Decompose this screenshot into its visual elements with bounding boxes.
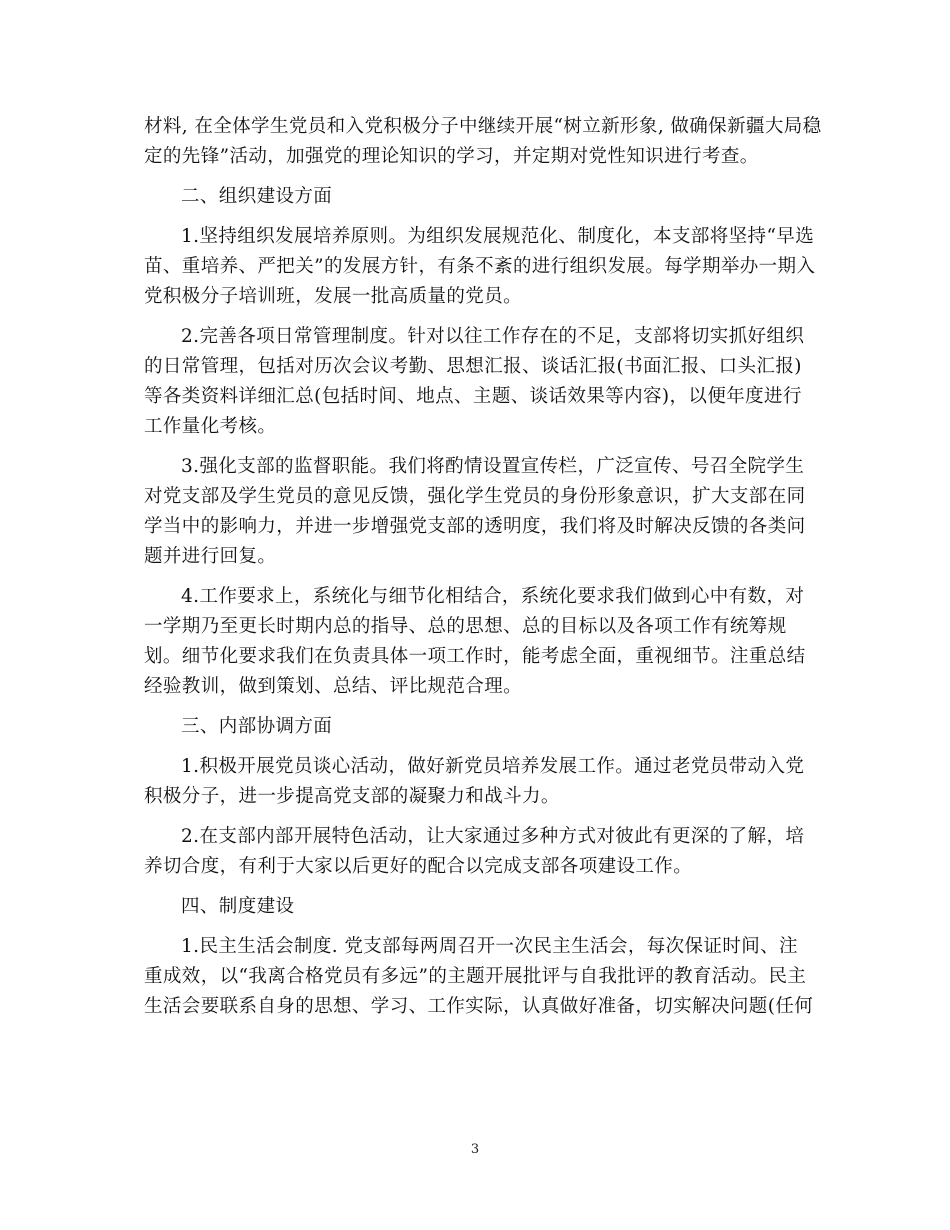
- text-line: 1.坚持组织发展培养原则。为组织发展规范化、制度化，本支部将坚持“早选: [181, 226, 815, 247]
- text-line: 养切合度，有利于大家以后更好的配合以完成支部各项建设工作。: [144, 856, 693, 877]
- text-line: 3.强化支部的监督职能。我们将酌情设置宣传栏，广泛宣传、号召全院学生: [181, 456, 805, 477]
- text-line: 学当中的影响力，并进一步增强党支部的透明度，我们将及时解决反馈的各类问: [144, 516, 806, 537]
- text-line: 1.积极开展党员谈心活动，做好新党员培养发展工作。通过老党员带动入党: [181, 756, 805, 777]
- section-heading-system: 四、制度建设: [181, 896, 295, 917]
- text-line: 生活会要联系自身的思想、学习、工作实际，认真做好准备，切实解决问题(任何: [144, 996, 814, 1017]
- text-line: 1.民主生活会制度. 党支部每两周召开一次民主生活会，每次保证时间、注: [181, 936, 798, 957]
- text-line: 2.完善各项日常管理制度。针对以往工作存在的不足，支部将切实抓好组织: [181, 326, 805, 347]
- text-line: 苗、重培养、严把关”的发展方针，有条不紊的进行组织发展。每学期举办一期入: [144, 256, 816, 277]
- text-line: 的日常管理，包括对历次会议考勤、思想汇报、谈话汇报(书面汇报、口头汇报): [144, 356, 802, 377]
- text-line: 积极分子，进一步提高党支部的凝聚力和战斗力。: [144, 786, 560, 807]
- section-heading-coordination: 三、内部协调方面: [181, 716, 333, 737]
- text-line: 一学期乃至更长时期内总的指导、总的思想、总的目标以及各项工作有统筹规: [144, 616, 787, 637]
- text-line: 定的先锋”活动，加强党的理论知识的学习，并定期对党性知识进行考查。: [144, 146, 759, 167]
- section-heading-organization: 二、组织建设方面: [181, 186, 333, 207]
- text-line: 划。细节化要求我们在负责具体一项工作时，能考虑全面，重视细节。注重总结: [144, 646, 806, 667]
- text-line: 对党支部及学生党员的意见反馈，强化学生党员的身份形象意识，扩大支部在同: [144, 486, 806, 507]
- paragraph-item: [144, 222, 816, 312]
- document-body: [144, 112, 822, 1022]
- text-line: 2.在支部内部开展特色活动，让大家通过多种方式对彼此有更深的了解，培: [181, 826, 805, 847]
- paragraph-item: [144, 932, 814, 1022]
- paragraph-continuation: [144, 112, 822, 172]
- paragraph-item: [144, 322, 806, 442]
- text-line: 材料, 在全体学生党员和入党积极分子中继续开展“树立新形象, 做确保新疆大局稳: [144, 116, 822, 137]
- text-line: 重成效，以“我离合格党员有多远”的主题开展批评与自我批评的教育活动。民主: [144, 966, 807, 987]
- paragraph-item: [144, 822, 806, 882]
- text-line: 经验教训，做到策划、总结、评比规范合理。: [144, 676, 523, 697]
- text-line: 等各类资料详细汇总(包括时间、地点、主题、谈话效果等内容)，以便年度进行: [144, 386, 802, 407]
- paragraph-item: [144, 452, 806, 572]
- page-number: 3: [470, 1142, 480, 1157]
- text-line: 4.工作要求上，系统化与细节化相结合，系统化要求我们做到心中有数，对: [181, 586, 805, 607]
- text-line: 工作量化考核。: [144, 416, 277, 437]
- text-line: 题并进行回复。: [144, 546, 277, 567]
- paragraph-item: [144, 582, 806, 702]
- text-line: 党积极分子培训班，发展一批高质量的党员。: [144, 286, 523, 307]
- paragraph-item: [144, 752, 806, 812]
